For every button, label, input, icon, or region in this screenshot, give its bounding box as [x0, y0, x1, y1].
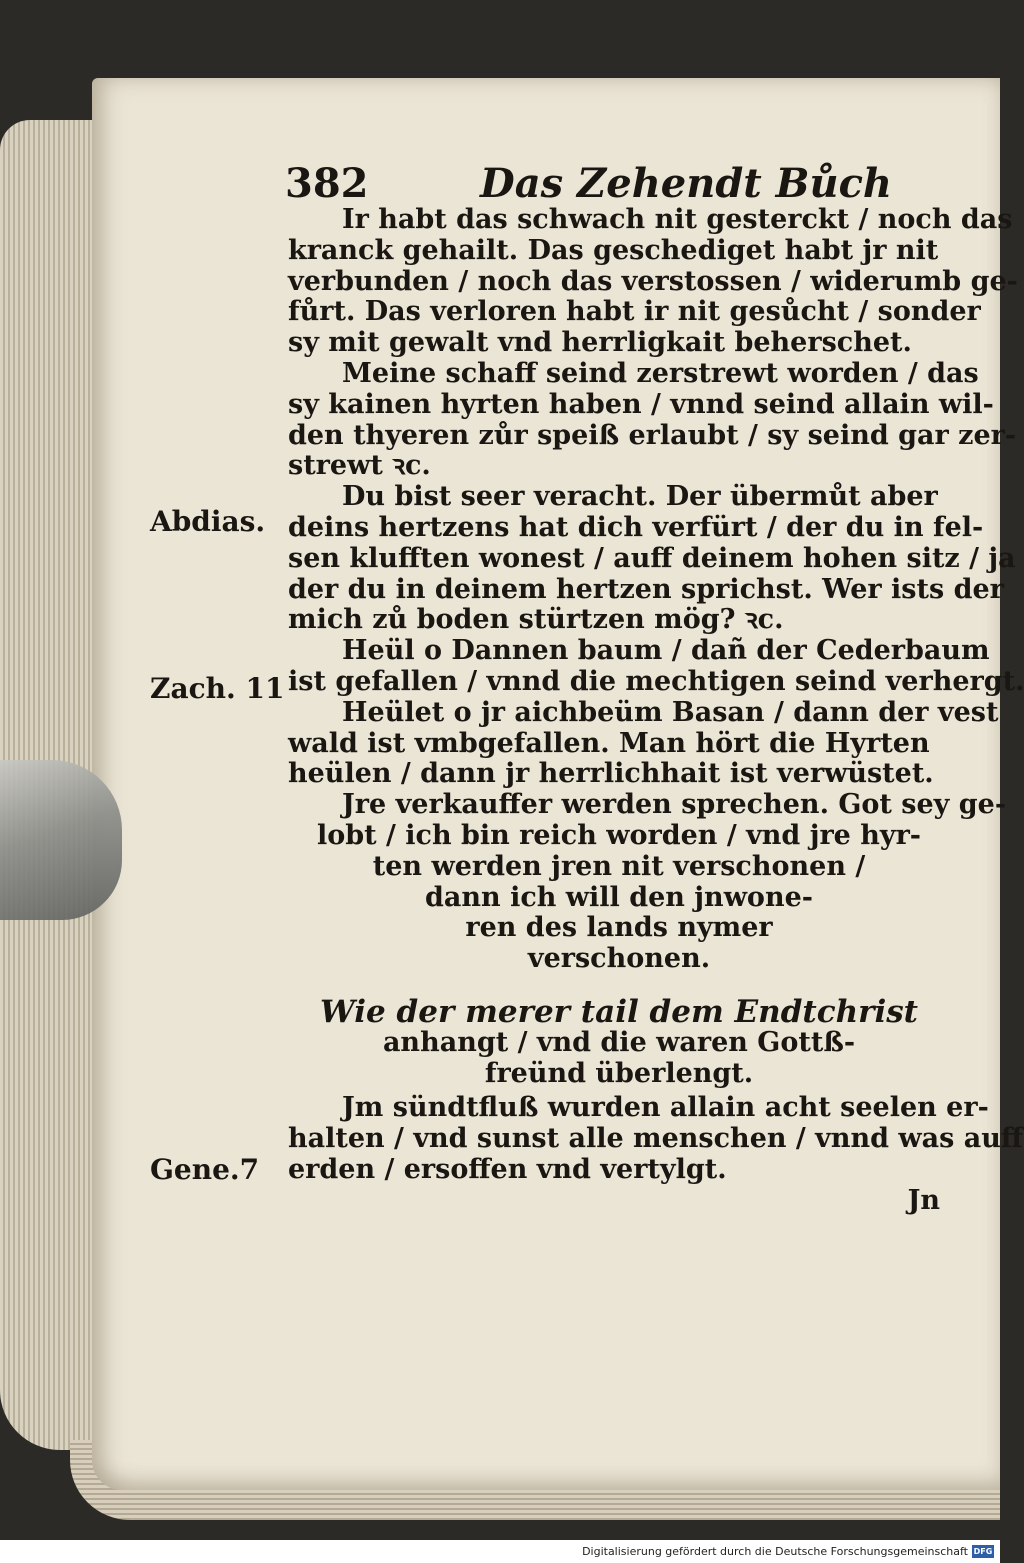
text-line: erden / ersoffen vnd vertylgt.: [288, 1153, 727, 1185]
text-line: ten werden jren nit verschonen /: [372, 850, 866, 882]
text-line: dann ich will den jnwone-: [425, 881, 813, 913]
text-line: kranck gehailt. Das geschediget habt jr nit: [288, 234, 939, 266]
text-line: halten / vnd sunst alle menschen / vnnd was auff: [288, 1123, 1024, 1155]
text-line: Jre verkauffer werden sprechen. Got sey ge-: [342, 789, 1007, 821]
text-line: heülen / dann jr herrlichhait ist verwüstet.: [288, 758, 934, 790]
running-title: Das Zehendt Bůch: [480, 160, 893, 207]
thumb-clip: [0, 760, 122, 920]
page-header: [285, 160, 945, 210]
text-line: strewt ꝛc.: [288, 450, 431, 482]
text-line: Ir habt das schwach nit gesterckt / noch das: [342, 204, 1013, 235]
text-line: den thyeren zůr speiß erlaubt / sy seind gar zer-: [288, 419, 1017, 451]
section-heading-line: anhangt / vnd die waren Gottß-: [382, 1026, 856, 1058]
text-line: verbunden / noch das verstossen / widerumb ge-: [288, 265, 1018, 297]
text-line: Jm sündtfluß wurden allain acht seelen er-: [342, 1092, 989, 1124]
text-line: mich zů boden stürtzen mög? ꝛc.: [288, 604, 784, 636]
text-line: der du in deinem hertzen sprichst. Wer ists der: [288, 573, 1004, 605]
margin-note-gene: Gene.7: [150, 1153, 260, 1186]
text-line: Heül o Dannen baum / dañ der Cederbaum: [342, 635, 990, 667]
catchword: Jn: [907, 1184, 940, 1216]
text-line: Meine schaff seind zerstrewt worden / das: [342, 357, 979, 389]
section-heading-line: freünd überlengt.: [484, 1057, 754, 1089]
text-line: fůrt. Das verloren habt ir nit gesůcht / sonder: [288, 296, 981, 328]
text-line: deins hertzens hat dich verfürt / der du in fel-: [288, 511, 984, 543]
text-line: ren des lands nymer: [465, 912, 773, 944]
text-line: sy kainen hyrten haben / vnnd seind allain wil-: [288, 388, 994, 420]
footer-bar: [0, 1540, 1000, 1563]
text-line: Heület o jr aichbeüm Basan / dann der vest: [342, 696, 999, 728]
text-line: lobt / ich bin reich worden / vnd jre hyr-: [316, 819, 922, 851]
page-number: 382: [285, 160, 369, 207]
dfg-logo-icon: DFG: [973, 1547, 993, 1556]
margin-note-zach: Zach. 11: [150, 672, 285, 705]
text-line: sy mit gewalt vnd herrligkait beherschet.: [288, 327, 912, 359]
footer-credit: Digitalisierung gefördert durch die Deutsche Forschungsgemeinschaft: [582, 1545, 968, 1558]
text-line: sen klufften wonest / auff deinem hohen sitz / ja: [288, 542, 1016, 574]
text-line: verschonen.: [527, 943, 711, 975]
body-text: [288, 204, 1024, 1217]
margin-note-abdias: Abdias.: [150, 505, 266, 538]
text-line: ist gefallen / vnnd die mechtigen seind verhergt.: [288, 665, 1024, 697]
text-line: wald ist vmbgefallen. Man hört die Hyrten: [288, 727, 930, 759]
text-line: Du bist seer veracht. Der übermůt aber: [342, 481, 938, 513]
section-heading: Wie der merer tail dem Endtchrist: [320, 993, 918, 1030]
